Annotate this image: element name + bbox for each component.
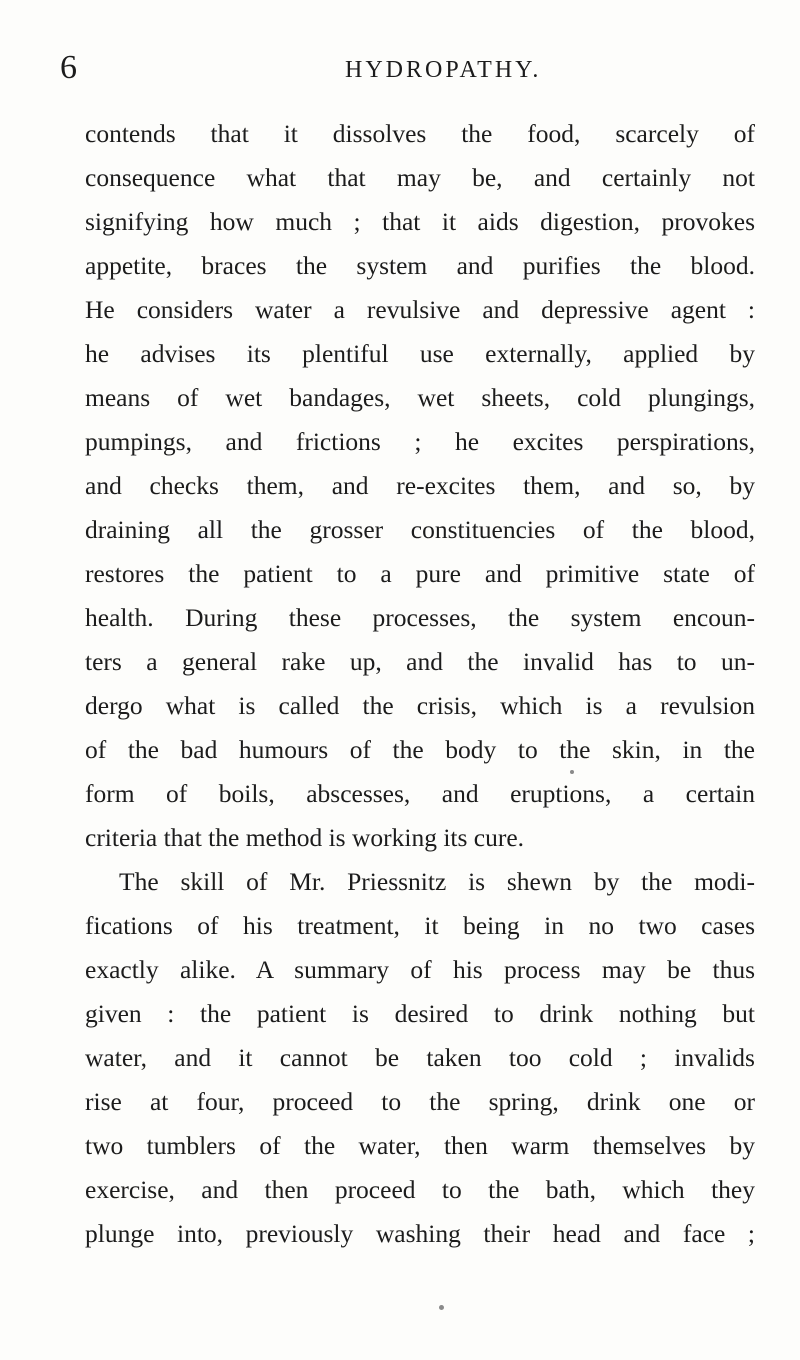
text-line: of the bad humours of the body to the skin, in the bbox=[85, 735, 755, 764]
text-line: means of wet bandages, wet sheets, cold plungings, bbox=[85, 383, 755, 412]
text-line: consequence what that may be, and certainly not bbox=[85, 163, 755, 192]
text-line: pumpings, and frictions ; he excites perspirations, bbox=[85, 427, 755, 456]
text-line: rise at four, proceed to the spring, drink one or bbox=[85, 1087, 755, 1116]
print-speck bbox=[439, 1305, 444, 1310]
text-line: contends that it dissolves the food, scarcely of bbox=[85, 119, 755, 148]
text-line: health. During these processes, the system encoun- bbox=[85, 603, 755, 632]
page-number: 6 bbox=[60, 49, 77, 86]
text-line: restores the patient to a pure and primitive state of bbox=[85, 559, 755, 588]
text-line: He considers water a revulsive and depressive agent : bbox=[85, 295, 755, 324]
text-line: signifying how much ; that it aids digestion, provokes bbox=[85, 207, 755, 236]
text-line: water, and it cannot be taken too cold ; invalids bbox=[85, 1043, 755, 1072]
print-speck bbox=[570, 770, 574, 774]
text-line: appetite, braces the system and purifies the blood. bbox=[85, 251, 755, 280]
text-line: form of boils, abscesses, and eruptions, a certain bbox=[85, 779, 755, 808]
text-line: he advises its plentiful use externally, applied by bbox=[85, 339, 755, 368]
text-line: criteria that the method is working its cure. bbox=[85, 823, 525, 852]
text-line: exercise, and then proceed to the bath, which they bbox=[85, 1175, 755, 1204]
body-text bbox=[85, 112, 755, 1256]
text-line: ters a general rake up, and the invalid has to un- bbox=[85, 647, 755, 676]
paragraph-start-line: The skill of Mr. Priessnitz is shewn by the modi- bbox=[119, 867, 755, 896]
running-title: HYDROPATHY. bbox=[345, 57, 542, 83]
text-line: exactly alike. A summary of his process may be thus bbox=[85, 955, 755, 984]
text-line: and checks them, and re-excites them, and so, by bbox=[85, 471, 755, 500]
text-line: given : the patient is desired to drink nothing but bbox=[85, 999, 755, 1028]
text-line: two tumblers of the water, then warm themselves by bbox=[85, 1131, 755, 1160]
text-line: draining all the grosser constituencies of the blood, bbox=[85, 515, 755, 544]
running-head bbox=[60, 48, 750, 88]
text-line: plunge into, previously washing their head and face ; bbox=[85, 1219, 755, 1248]
text-line: dergo what is called the crisis, which is a revulsion bbox=[85, 691, 755, 720]
text-line: fications of his treatment, it being in no two cases bbox=[85, 911, 755, 940]
